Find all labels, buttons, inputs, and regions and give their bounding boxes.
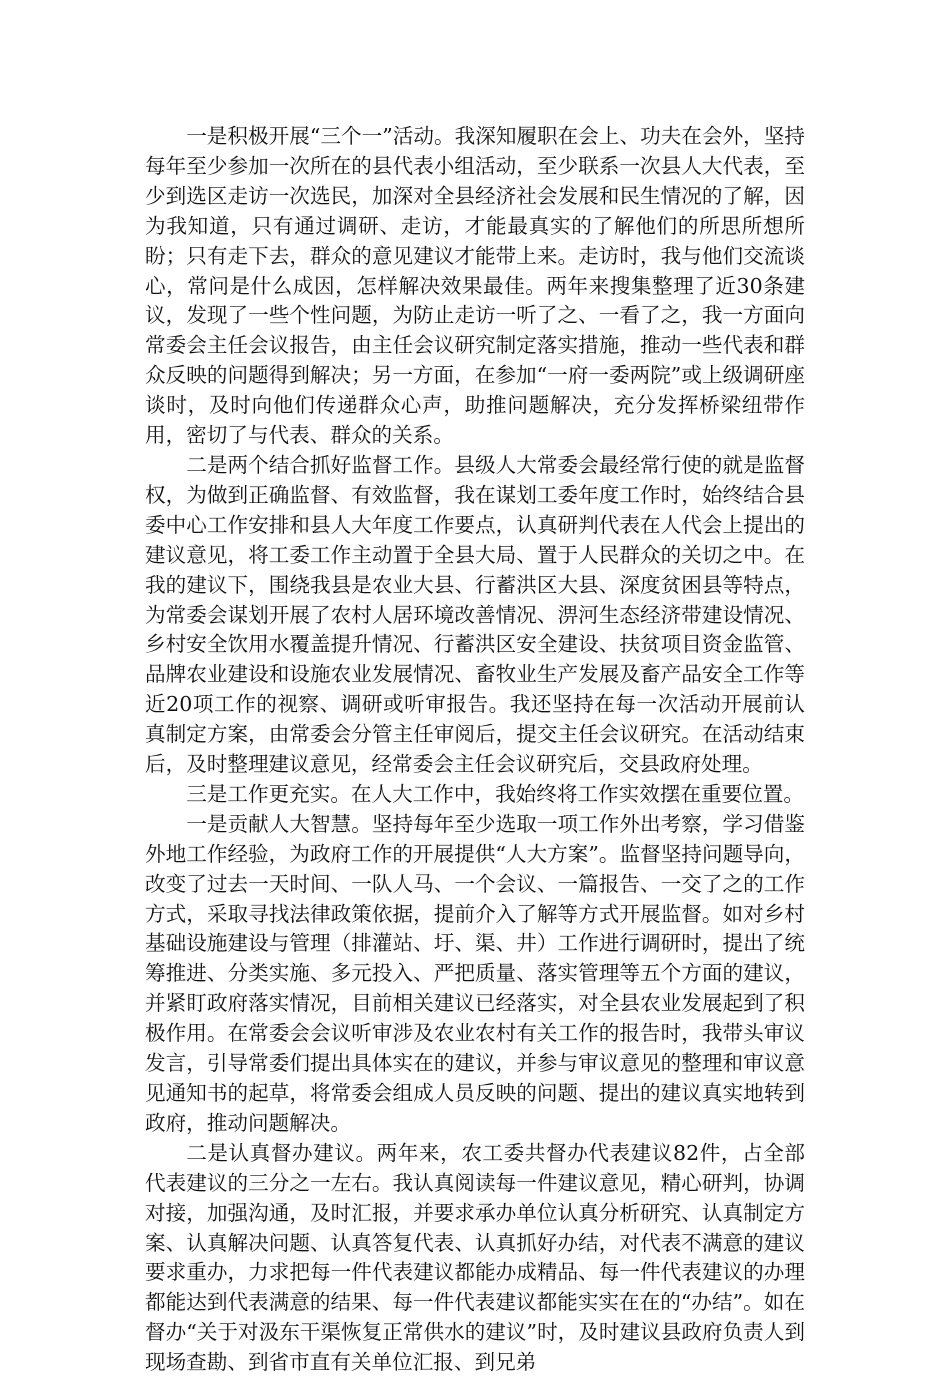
paragraph-work-more-substantial: 三是工作更充实。在人大工作中，我始终将工作实效摆在重要位置。 (186, 781, 804, 806)
paragraph-contribute-wisdom: 一是贡献人大智慧。坚持每年至少选取一项工作外出考察，学习借鉴外地工作经验，为政府工作的开展提供“人大方案”。监督坚持问题导向，改变了过去一天时间、一队人马、一个会议、一篇报告、一交了之的工作方式，采取寻找法律政策依据，提前介入了解等方式开展监督。如对乡村基础设施建设与管理（排灌站、圩、渠、井）工作进行调研时，提出了统筹推进、分类实施、多元投入、严把质量、落实管理等五个方面的建议，并紧盯政府落实情况，目前相关建议已经落实，对全县农业发展起到了积极作用。在常委会会议听审涉及农业农村有关工作的报告时，我带头审议发言，引导常委们提出具体实在的建议，并参与审议意见的整理和审议意见通知书的起草，将常委会组成人员反映的问题、提出的建议真实地转到政府，推动问题解决。 (145, 811, 805, 1135)
paragraph-three-ones-activity: 一是积极开展“三个一”活动。我深知履职在会上、功夫在会外，坚持每年至少参加一次所在的县代表小组活动，至少联系一次县人大代表，至少到选区走访一次选民，加深对全县经济社会发展和民生情况的了解，因为我知道，只有通过调研、走访，才能最真实的了解他们的所思所想所盼；只有走下去，群众的意见建议才能带上来。走访时，我与他们交流谈心，常问是什么成因，怎样解决效果最佳。两年来搜集整理了近30条建议，发现了一些个性问题，为防止走访一听了之、一看了之，我一方面向常委会主任会议报告，由主任会议研究制定落实措施，推动一些代表和群众反映的问题得到解决；另一方面，在参加“一府一委两院”或上级调研座谈时，及时向他们传递群众心声，助推问题解决，充分发挥桥梁纽带作用，密切了与代表、群众的关系。 (145, 124, 805, 448)
paragraph-supervise-suggestions: 二是认真督办建议。两年来，农工委共督办代表建议82件，占全部代表建议的三分之一左右。我认真阅读每一件建议意见，精心研判，协调对接，加强沟通，及时汇报，并要求承办单位认真分析研究、认真制定方案、认真解决问题、认真答复代表、认真抓好办结，对代表不满意的建议要求重办，力求把每一件代表建议都能办成精品、每一件代表建议的办理都能达到代表满意的结果、每一件代表建议都能实实在在的“办结”。如在督办“关于对汲东干渠恢复正常供水的建议”时，及时建议县政府负责人到现场查勘、到省市直有关单位汇报、到兄弟 (145, 1140, 805, 1375)
document-body (145, 122, 805, 1378)
paragraph-supervision-work: 二是两个结合抓好监督工作。县级人大常委会最经常行使的就是监督权，为做到正确监督、有效监督，我在谋划工委年度工作时，始终结合县委中心工作安排和县人大年度工作要点，认真研判代表在人代会上提出的建议意见，将工委工作主动置于全县大局、置于人民群众的关切之中。在我的建议下，围绕我县是农业大县、行蓄洪区大县、深度贫困县等特点，为常委会谋划开展了农村人居环境改善情况、淠河生态经济带建设情况、乡村安全饮用水覆盖提升情况、行蓄洪区安全建设、扶贫项目资金监管、品牌农业建设和设施农业发展情况、畜牧业生产发展及畜产品安全工作等近20项工作的视察、调研或听审报告。我还坚持在每一次活动开展前认真制定方案，由常委会分管主任审阅后，提交主任会议研究。在活动结束后，及时整理建议意见，经常委会主任会议研究后，交县政府处理。 (145, 452, 805, 777)
